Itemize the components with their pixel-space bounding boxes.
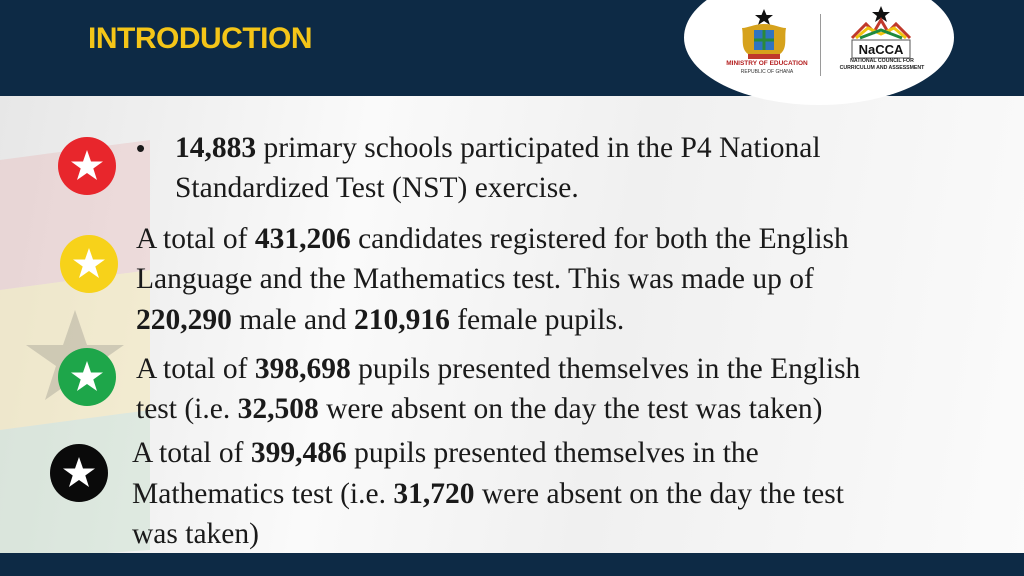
ministry-country: REPUBLIC OF GHANA (740, 69, 794, 75)
registered-count: 431,206 (254, 223, 351, 255)
item-4-line-2: Mathematics test (i.e. 31,720 were absent on the day the test (132, 478, 844, 510)
english-absent-count: 32,508 (237, 393, 319, 425)
item-3-line-2: test (i.e. 32,508 were absent on the day the test was taken) (136, 393, 823, 425)
male-count: 220,290 (136, 304, 232, 336)
maths-absent-count: 31,720 (393, 478, 475, 510)
black-star-icon (50, 444, 108, 502)
ministry-caption (712, 60, 822, 76)
yellow-star-icon (60, 235, 118, 293)
bullet-point: • (136, 133, 146, 163)
ghana-coat-of-arms-icon (734, 8, 794, 60)
schools-count: 14,883 (175, 132, 257, 164)
english-present-count: 398,698 (254, 353, 351, 385)
maths-present-count: 399,486 (250, 437, 347, 469)
footer-bar (0, 553, 1024, 576)
nacca-caption-line-1: NATIONAL COUNCIL FOR (850, 58, 914, 64)
page-title: INTRODUCTION (88, 22, 312, 55)
nacca-caption-line-2: CURRICULUM AND ASSESSMENT (839, 65, 925, 71)
item-1-line-1: 14,883 primary schools participated in the P4 National (175, 132, 821, 164)
item-2-line-2: Language and the Mathematics test. This was made up of (136, 263, 814, 295)
item-2-line-3: 220,290 male and 210,916 female pupils. (136, 304, 625, 336)
nacca-name: NaCCA (858, 42, 904, 57)
item-4-line-1: A total of 399,486 pupils presented themselves in the (132, 437, 759, 469)
item-1-line-2: Standardized Test (NST) exercise. (175, 172, 579, 204)
item-4-line-3: was taken) (132, 518, 259, 550)
green-star-icon (58, 348, 116, 406)
title-bar (0, 0, 1024, 96)
ministry-name: MINISTRY OF EDUCATION (726, 60, 808, 67)
item-2-line-1: A total of 431,206 candidates registered for both the English (136, 223, 849, 255)
logo-divider (820, 14, 821, 76)
nacca-caption (826, 58, 938, 72)
red-star-icon (58, 137, 116, 195)
female-count: 210,916 (353, 304, 450, 336)
nacca-logo-icon (844, 4, 918, 60)
item-3-line-1: A total of 398,698 pupils presented themselves in the English (136, 353, 861, 385)
